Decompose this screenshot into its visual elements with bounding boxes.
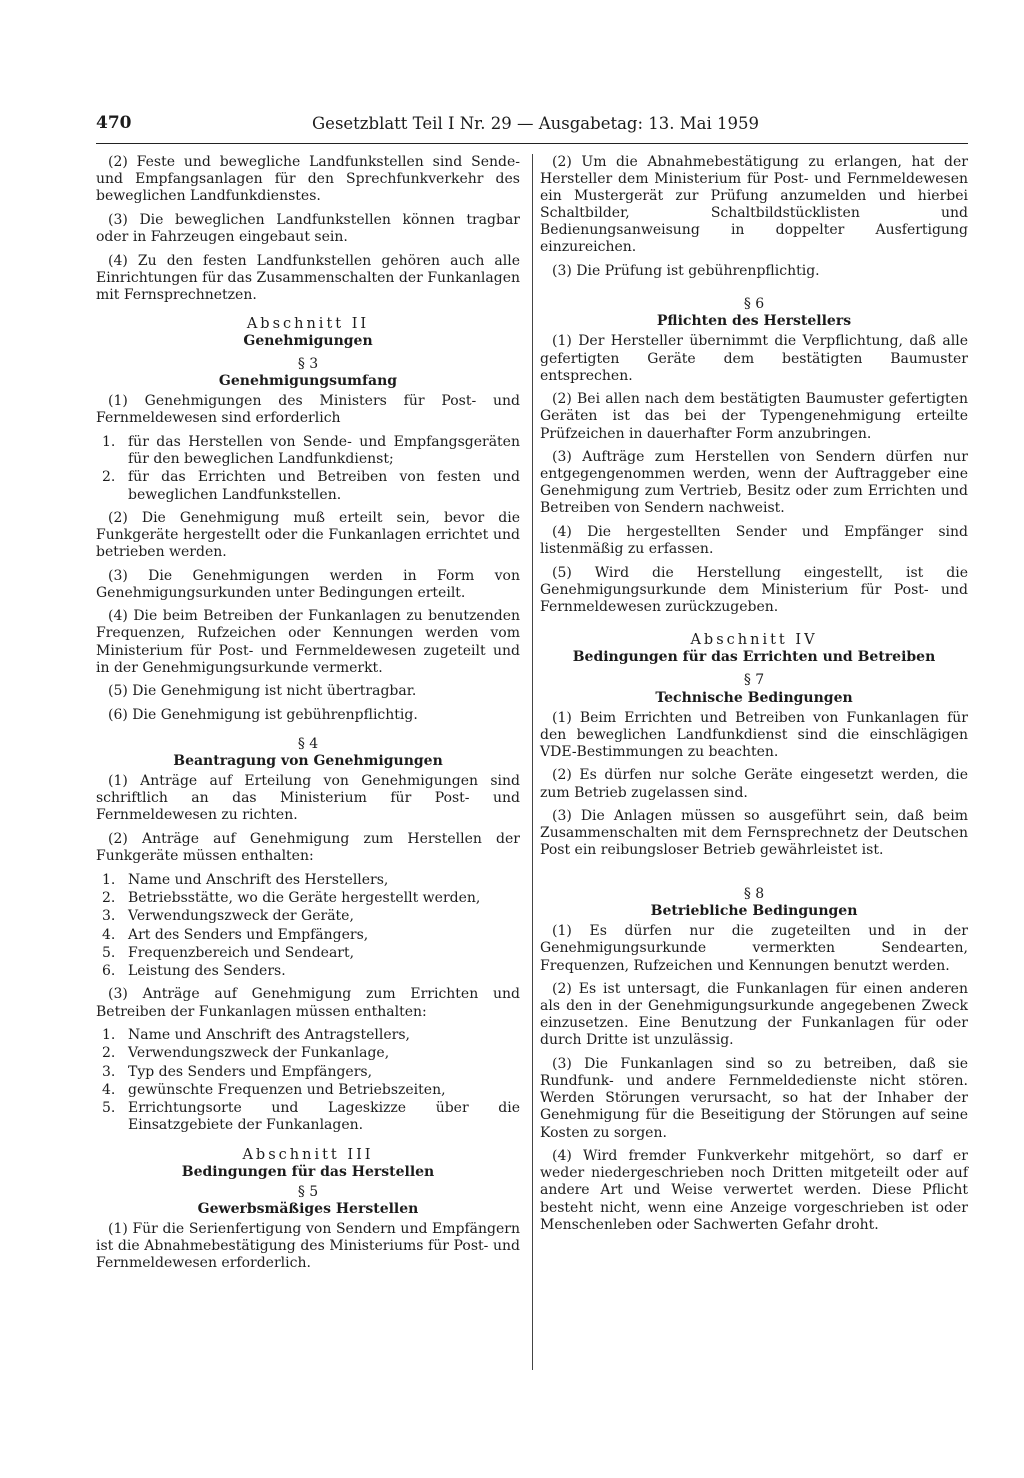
- paragraph: (1) Anträge auf Erteilung von Genehmigungen sind schriftlich an das Ministerium für Post- und Fernmeldewesen zu richten.: [96, 773, 520, 824]
- list-item: [96, 434, 520, 468]
- paragraph: (1) Der Hersteller übernimmt die Verpflichtung, daß alle gefertigten Geräte dem bestätigten Baumuster entsprechen.: [540, 333, 968, 384]
- abschnitt-heading: Abschnitt IV: [690, 632, 818, 649]
- section-number: § 6: [743, 296, 765, 313]
- list-item-number: 1.: [102, 1027, 116, 1044]
- list-item-text: Frequenzbereich und Sendeart,: [128, 945, 355, 962]
- paragraph: (2) Anträge auf Genehmigung zum Herstellen der Funkgeräte müssen enthalten:: [96, 831, 520, 865]
- running-head: Gesetzblatt Teil I Nr. 29 — Ausgabetag: 13. Mai 1959: [312, 114, 760, 133]
- section-number: § 8: [743, 886, 765, 903]
- paragraph: (1) Es dürfen nur die zugeteilten und in der Genehmigungsurkunde vermerkten Sendearten, Frequenzen, Rufzeichen und Kennungen benutzt werden.: [540, 923, 968, 974]
- abschnitt-heading: Abschnitt III: [242, 1146, 374, 1163]
- abschnitt-title: Bedingungen für das Errichten und Betreiben: [572, 649, 936, 666]
- numbered-list: [96, 872, 520, 981]
- left-column: [96, 154, 520, 1279]
- right-column: [540, 154, 968, 1240]
- paragraph: (3) Die Prüfung ist gebührenpflichtig.: [552, 263, 820, 280]
- list-item-text: für das Herstellen von Sende- und Empfangsgeräten für den beweglichen Landfunkdienst;: [128, 434, 520, 468]
- paragraph: (1) Beim Errichten und Betreiben von Funkanlagen für den beweglichen Landfunkdienst sind die einschlägigen VDE-Bestimmungen zu beachten.: [540, 709, 968, 760]
- list-item: [96, 469, 520, 503]
- list-item: [96, 1045, 520, 1062]
- paragraph: (3) Die beweglichen Landfunkstellen können tragbar oder in Fahrzeugen eingebaut sein.: [96, 211, 520, 245]
- list-item: [96, 1100, 520, 1134]
- list-item: [96, 963, 520, 980]
- list-item: [96, 1082, 520, 1099]
- section-number: § 3: [297, 356, 319, 373]
- section-number: § 4: [297, 736, 319, 753]
- paragraph: (4) Die beim Betreiben der Funkanlagen zu benutzenden Frequenzen, Rufzeichen oder Kennungen werden vom Ministerium für Post- und Fernmeldewesen zugeteilt und in der Genehmigungsurkunde vermerkt.: [96, 608, 520, 676]
- list-item-text: Errichtungsorte und Lageskizze über die Einsatzgebiete der Funkanlagen.: [128, 1100, 520, 1134]
- list-item: [96, 1027, 520, 1044]
- list-item-number: 4.: [102, 926, 116, 943]
- section-title: Genehmigungsumfang: [218, 373, 398, 390]
- list-item: [96, 1064, 520, 1081]
- list-item: [96, 945, 520, 962]
- list-item-number: 5.: [102, 1100, 116, 1117]
- list-item-text: Name und Anschrift des Antragstellers,: [128, 1027, 410, 1044]
- paragraph: (2) Es dürfen nur solche Geräte eingesetzt werden, die zum Betrieb zugelassen sind.: [540, 767, 968, 801]
- paragraph: (4) Zu den festen Landfunkstellen gehören auch alle Einrichtungen für das Zusammenschalten der Funkanlagen mit Fernsprechnetzen.: [96, 252, 520, 303]
- section-title: Pflichten des Herstellers: [656, 313, 852, 330]
- list-item-text: Art des Senders und Empfängers,: [128, 926, 369, 943]
- abschnitt-title: Bedingungen für das Herstellen: [181, 1163, 435, 1180]
- list-item-number: 5.: [102, 945, 116, 962]
- paragraph: (2) Es ist untersagt, die Funkanlagen für einen anderen als den in der Genehmigungsurkunde angegebenen Zweck einzusetzen. Eine Benutzung der Funkanlagen für oder durch Dritte ist unzulässig.: [540, 981, 968, 1049]
- paragraph: (2) Die Genehmigung muß erteilt sein, bevor die Funkgeräte hergestellt oder die Funkanlagen errichtet und betrieben werden.: [96, 509, 520, 560]
- numbered-list: [96, 1027, 520, 1134]
- section-title: Gewerbsmäßiges Herstellen: [197, 1200, 419, 1217]
- paragraph: (2) Feste und bewegliche Landfunkstellen sind Sende- und Empfangsanlagen für den Sprechfunkverkehr des beweglichen Landfunkdienstes.: [96, 154, 520, 205]
- list-item-text: Verwendungszweck der Funkanlage,: [128, 1045, 390, 1062]
- paragraph: (4) Die hergestellten Sender und Empfänger sind listenmäßig zu erfassen.: [540, 524, 968, 558]
- section-title: Technische Bedingungen: [655, 689, 853, 706]
- paragraph: (5) Wird die Herstellung eingestellt, ist die Genehmigungsurkunde dem Ministerium für Post- und Fernmeldewesen zurückzugeben.: [540, 564, 968, 616]
- list-item-number: 3.: [102, 908, 116, 925]
- paragraph: (6) Die Genehmigung ist gebührenpflichtig.: [108, 706, 418, 723]
- list-item-text: Betriebsstätte, wo die Geräte hergestellt werden,: [128, 890, 481, 907]
- paragraph: (1) Genehmigungen des Ministers für Post- und Fernmeldewesen sind erforderlich: [96, 393, 520, 427]
- paragraph: (5) Die Genehmigung ist nicht übertragbar.: [108, 683, 417, 700]
- abschnitt-heading: Abschnitt II: [246, 315, 370, 332]
- column-divider: [532, 154, 533, 1370]
- paragraph: (2) Um die Abnahmebestätigung zu erlangen, hat der Hersteller dem Ministerium für Post- und Fernmeldewesen ein Mustergerät zur Prüfung anzumelden und hierbei Schaltbilder, Schaltbildstücklisten und Bedienungsanweisung in doppelter Ausfertigung einzureichen.: [540, 154, 968, 256]
- list-item-number: 2.: [102, 890, 116, 907]
- section-title: Betriebliche Bedingungen: [650, 903, 858, 920]
- list-item-text: Leistung des Senders.: [128, 963, 286, 980]
- list-item: [96, 890, 520, 907]
- list-item: [96, 872, 520, 889]
- list-item-number: 6.: [102, 963, 116, 980]
- list-item: [96, 927, 520, 944]
- abschnitt-title: Genehmigungen: [243, 333, 373, 350]
- paragraph: (4) Wird fremder Funkverkehr mitgehört, so darf er weder niedergeschrieben noch Dritten mitgeteilt oder auf andere Art und Weise verwertet werden. Diese Pflicht besteht nicht, wenn eine Anzeige vorgeschrieben ist oder Menschenleben oder Sachwerten Gefahr droht.: [540, 1148, 968, 1233]
- list-item: [96, 908, 520, 925]
- list-item-text: für das Errichten und Betreiben von festen und beweglichen Landfunkstellen.: [128, 469, 520, 503]
- list-item-number: 3.: [102, 1063, 116, 1080]
- list-item-number: 2.: [102, 1045, 116, 1062]
- section-title: Beantragung von Genehmigungen: [173, 753, 443, 770]
- list-item-number: 4.: [102, 1082, 116, 1099]
- section-number: § 7: [743, 672, 765, 689]
- paragraph: (3) Die Anlagen müssen so ausgeführt sein, daß beim Zusammenschalten mit dem Fernsprechnetz der Deutschen Post ein reibungsloser Betrieb gewährleistet ist.: [540, 808, 968, 859]
- page-header: [96, 113, 968, 144]
- paragraph: (3) Die Genehmigungen werden in Form von Genehmigungsurkunden unter Bedingungen erteilt.: [96, 567, 520, 601]
- spacer: [540, 866, 968, 880]
- paragraph: (2) Bei allen nach dem bestätigten Baumuster gefertigten Geräten ist das bei der Typengenehmigung erteilte Prüfzeichen in dauerhafter Form anzubringen.: [540, 391, 968, 442]
- paragraph: (1) Für die Serienfertigung von Sendern und Empfängern ist die Abnahmebestätigung des Ministeriums für Post- und Fernmeldewesen erforderlich.: [96, 1220, 520, 1272]
- page-number: 470: [96, 113, 132, 133]
- section-number: § 5: [297, 1183, 319, 1200]
- paragraph: (3) Anträge auf Genehmigung zum Errichten und Betreiben der Funkanlagen müssen enthalten:: [96, 986, 520, 1020]
- list-item-number: 1.: [102, 871, 116, 888]
- list-item-text: Typ des Senders und Empfängers,: [128, 1063, 373, 1080]
- list-item-text: Verwendungszweck der Geräte,: [128, 908, 354, 925]
- paragraph: (3) Aufträge zum Herstellen von Sendern dürfen nur entgegengenommen werden, wenn der Auftraggeber eine Genehmigung zum Vertrieb, Besitz oder zum Errichten und Betreiben von Sendern nachweist.: [540, 449, 968, 517]
- paragraph: (3) Die Funkanlagen sind so zu betreiben, daß sie Rundfunk- und andere Fernmeldedienste nicht stören. Werden Störungen verursacht, so hat der Inhaber der Genehmigung für die Beseitigung der Störungen auf seine Kosten zu sorgen.: [540, 1056, 968, 1141]
- list-item-number: 2.: [102, 469, 116, 486]
- list-item-text: Name und Anschrift des Herstellers,: [128, 871, 389, 888]
- list-item-text: gewünschte Frequenzen und Betriebszeiten,: [128, 1082, 446, 1099]
- numbered-list: [96, 434, 520, 504]
- list-item-number: 1.: [102, 434, 116, 451]
